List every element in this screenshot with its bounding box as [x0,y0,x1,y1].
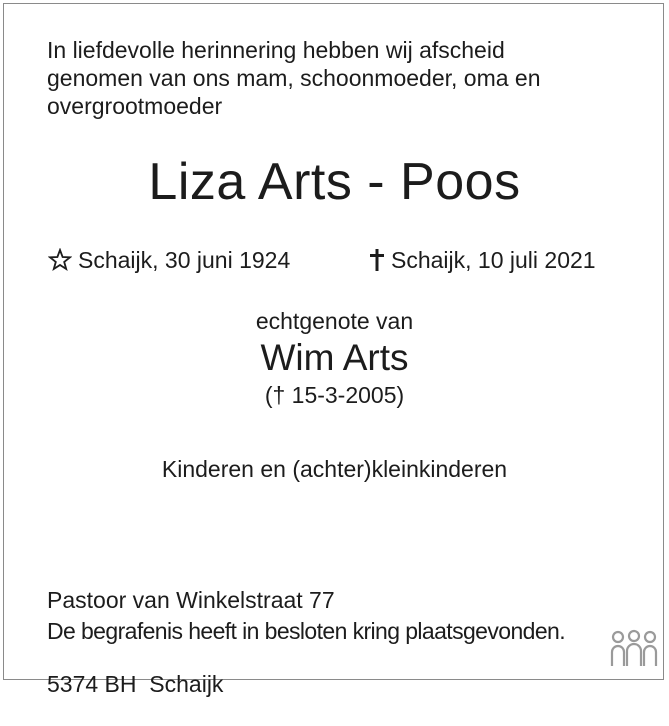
birth-text: Schaijk, 30 juni 1924 [78,247,291,273]
star-outline-icon [48,248,72,272]
deceased-name: Liza Arts - Poos [148,153,521,211]
death-info [369,245,596,275]
birth-info [48,245,290,275]
intro-line-1: In liefdevolle herinnering hebben wij afscheid [47,37,505,63]
cross-icon [369,248,385,272]
death-text: Schaijk, 10 juli 2021 [391,247,596,273]
people-logo-icon [609,628,659,670]
intro-text [47,36,622,120]
intro-line-3: overgrootmoeder [47,93,223,119]
family-line: Kinderen en (achter)kleinkinderen [161,456,508,482]
spouse-death-note: († 15-3-2005) [264,382,405,408]
address-street: Pastoor van Winkelstraat 77 [47,587,335,613]
spouse-name: Wim Arts [260,337,409,378]
closing-text: De begrafenis heeft in besloten kring plaatsgevonden. [47,618,566,644]
address-city: 5374 BH Schaijk [47,671,224,697]
intro-line-2: genomen van ons mam, schoonmoeder, oma en [47,65,541,91]
spouse-intro: echtgenote van [255,308,414,334]
